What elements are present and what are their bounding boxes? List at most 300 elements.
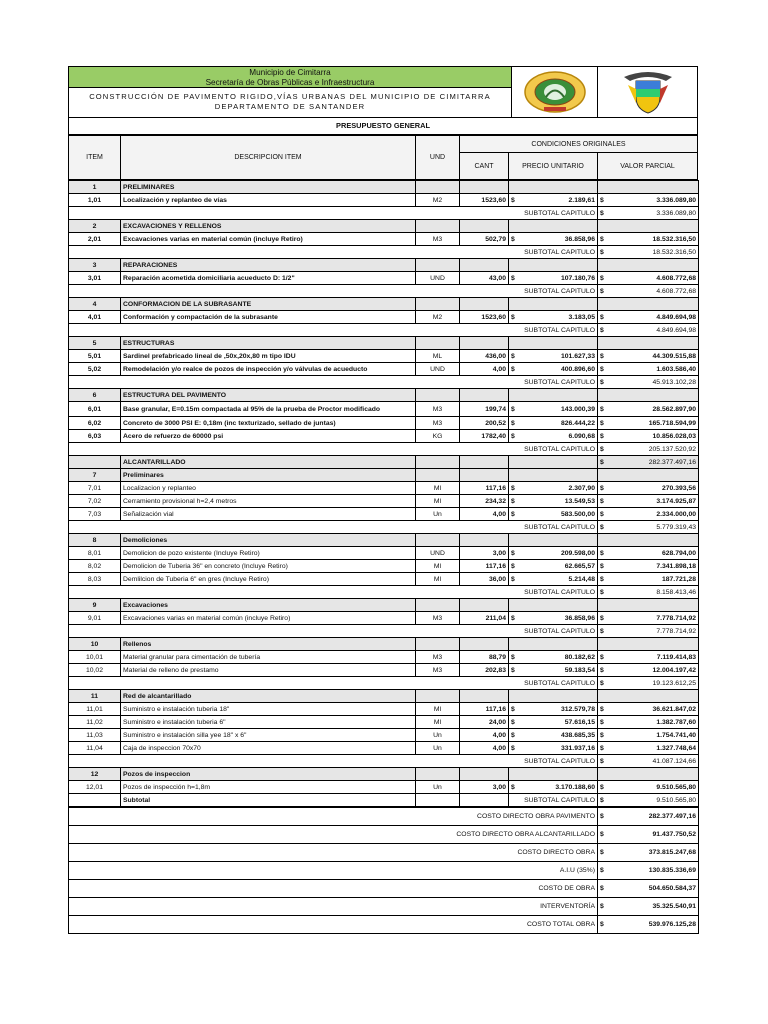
subtotal-label: SUBTOTAL CAPITULO — [460, 677, 598, 690]
item-row — [69, 573, 699, 586]
empty-cell — [509, 456, 598, 469]
item-quantity: 4,00 — [460, 363, 509, 376]
item-partial-value-value: 2.334.000,00 — [656, 510, 696, 518]
col-description: DESCRIPCION ITEM — [120, 135, 416, 180]
item-quantity: 36,00 — [460, 573, 509, 586]
item-quantity: 4,00 — [460, 742, 509, 755]
subtotal-value-value: 7.778.714,92 — [656, 627, 696, 635]
empty-cell — [460, 690, 509, 703]
item-unit-price-value: 826.444,22 — [560, 419, 595, 427]
item-unit: Ml — [416, 703, 460, 716]
item-unit-price-value: 6.090,68 — [568, 432, 595, 440]
subtotal-value — [598, 625, 699, 638]
currency-sign: $ — [511, 235, 515, 243]
item-row — [69, 508, 699, 521]
section-row — [69, 181, 699, 194]
subtotal-row — [69, 376, 699, 389]
item-row — [69, 482, 699, 495]
item-unit-price — [509, 430, 598, 443]
section-title: Rellenos — [121, 638, 416, 651]
item-unit-price — [509, 363, 598, 376]
summary-value — [598, 844, 699, 862]
item-partial-value — [598, 363, 699, 376]
subtotal-value-value: 4.849.694,98 — [656, 326, 696, 334]
item-partial-value-value: 28.562.897,90 — [652, 405, 696, 413]
item-partial-value-value: 4.608.772,68 — [656, 274, 696, 282]
currency-sign: $ — [600, 419, 604, 427]
empty-cell — [598, 337, 699, 350]
currency-sign: $ — [600, 196, 604, 204]
section-number: 11 — [69, 690, 121, 703]
item-number: 2,01 — [69, 233, 121, 246]
section-number: 7 — [69, 469, 121, 482]
colombia-coat-of-arms-icon — [598, 66, 698, 118]
municipality-name: Municipio de Cimitarra — [249, 68, 331, 77]
item-unit-price — [509, 547, 598, 560]
empty-cell — [416, 690, 460, 703]
subtotal-label: SUBTOTAL CAPITULO — [509, 794, 598, 807]
currency-sign: $ — [511, 549, 515, 557]
currency-sign: $ — [600, 287, 604, 295]
item-unit-price — [509, 729, 598, 742]
item-unit-price — [509, 194, 598, 207]
item-number: 3,01 — [69, 272, 121, 285]
summary-row — [69, 862, 699, 880]
empty-cell — [509, 298, 598, 311]
subtotal-label: SUBTOTAL CAPITULO — [460, 207, 598, 220]
currency-sign: $ — [600, 497, 604, 505]
section-row — [69, 337, 699, 350]
subtotal-value-value: 205.137.520,92 — [648, 445, 696, 453]
empty-cell — [460, 181, 509, 194]
item-row — [69, 495, 699, 508]
empty-cell — [509, 181, 598, 194]
currency-sign: $ — [600, 731, 604, 739]
summary-label: COSTO DE OBRA — [69, 880, 598, 898]
subtotal-label: SUBTOTAL CAPITULO — [460, 586, 598, 599]
item-row — [69, 612, 699, 625]
item-unit: Ml — [416, 495, 460, 508]
item-unit-price-value: 3.183,05 — [568, 313, 595, 321]
item-row — [69, 716, 699, 729]
item-partial-value — [598, 573, 699, 586]
item-quantity: 88,79 — [460, 651, 509, 664]
currency-sign: $ — [511, 653, 515, 661]
blank-cell — [69, 207, 460, 220]
item-partial-value — [598, 729, 699, 742]
item-description: Localizacion y replanteo — [121, 482, 416, 495]
item-unit: M3 — [416, 402, 460, 417]
empty-cell — [416, 389, 460, 402]
subtotal-value-value: 19.123.612,25 — [652, 679, 696, 687]
item-row — [69, 729, 699, 742]
item-quantity: 234,32 — [460, 495, 509, 508]
currency-sign: $ — [511, 196, 515, 204]
empty-cell — [598, 690, 699, 703]
item-unit-price — [509, 402, 598, 417]
item-unit: ML — [416, 350, 460, 363]
project-title: CONSTRUCCIÓN DE PAVIMENTO RIGIDO,VÍAS URBANAS DEL MUNICIPIO DE CIMITARRA DEPARTAMENTO DE SANTANDER — [68, 88, 512, 118]
item-partial-value-value: 18.532.316,50 — [652, 235, 696, 243]
item-row — [69, 272, 699, 285]
section-number: 3 — [69, 259, 121, 272]
section-title: ESTRUCTURAS — [121, 337, 416, 350]
summary-value-value: 91.437.750,52 — [652, 831, 696, 838]
budget-title: PRESUPUESTO GENERAL — [68, 118, 698, 135]
currency-sign: $ — [600, 757, 604, 765]
section-title: Red de alcantarillado — [121, 690, 416, 703]
currency-sign: $ — [600, 510, 604, 518]
item-unit-price-value: 57.616,15 — [564, 718, 595, 726]
item-unit-price-value: 143.000,39 — [560, 405, 595, 413]
currency-sign: $ — [600, 235, 604, 243]
subtotal-value-value: 3.336.089,80 — [656, 209, 696, 217]
currency-sign: $ — [600, 718, 604, 726]
item-partial-value — [598, 508, 699, 521]
item-unit-price-value: 2.307,90 — [568, 484, 595, 492]
item-number: 11,04 — [69, 742, 121, 755]
subtotal-row — [69, 324, 699, 337]
section-number: 5 — [69, 337, 121, 350]
subtotal-value — [598, 207, 699, 220]
item-unit-price-value: 36.858,96 — [564, 235, 595, 243]
currency-sign: $ — [511, 575, 515, 583]
item-description: Demlilcion de Tuberia 6" en gres (Incluye Retiro) — [121, 573, 416, 586]
item-partial-value — [598, 716, 699, 729]
item-unit: M3 — [416, 651, 460, 664]
summary-row — [69, 880, 699, 898]
item-partial-value — [598, 781, 699, 794]
item-unit-price — [509, 612, 598, 625]
empty-cell — [416, 638, 460, 651]
currency-sign: $ — [600, 627, 604, 635]
item-partial-value-value: 1.754.741,40 — [656, 731, 696, 739]
section-number: 6 — [69, 389, 121, 402]
blank-cell — [69, 677, 460, 690]
empty-cell — [460, 298, 509, 311]
item-row — [69, 311, 699, 324]
summary-row — [69, 844, 699, 862]
empty-cell — [460, 389, 509, 402]
item-unit-price — [509, 482, 598, 495]
currency-sign: $ — [511, 419, 515, 427]
blank-cell — [69, 586, 460, 599]
currency-sign: $ — [600, 209, 604, 217]
currency-sign: $ — [600, 405, 604, 413]
item-partial-value — [598, 417, 699, 430]
subtotal-label: SUBTOTAL CAPITULO — [460, 625, 598, 638]
empty-cell — [460, 638, 509, 651]
column-header — [68, 135, 698, 180]
section-title: Pozos de inspeccion — [121, 768, 416, 781]
item-unit: M3 — [416, 233, 460, 246]
item-partial-value-value: 3.174.925,87 — [656, 497, 696, 505]
currency-sign: $ — [600, 562, 604, 570]
item-unit-price — [509, 417, 598, 430]
item-row — [69, 350, 699, 363]
currency-sign: $ — [600, 588, 604, 596]
currency-sign: $ — [600, 849, 604, 856]
col-unit: UND — [415, 135, 460, 180]
item-description: Señalización vial — [121, 508, 416, 521]
empty-cell — [509, 638, 598, 651]
currency-sign: $ — [511, 510, 515, 518]
item-partial-value — [598, 430, 699, 443]
section-number: 1 — [69, 181, 121, 194]
item-unit-price-value: 80.182,62 — [564, 653, 595, 661]
subtotal-label: SUBTOTAL CAPITULO — [460, 755, 598, 768]
item-unit-price — [509, 560, 598, 573]
pavement-direct-cost-value: 282.377.497,16 — [648, 458, 696, 466]
subtotal-value-value: 9.510.565,80 — [656, 796, 696, 804]
item-partial-value-value: 10.856.028,03 — [652, 432, 696, 440]
empty-cell — [598, 534, 699, 547]
currency-sign: $ — [511, 783, 515, 791]
section-row — [69, 469, 699, 482]
empty-cell — [598, 469, 699, 482]
subtotal-value — [598, 586, 699, 599]
section-title: ESTRUCTURA DEL PAVIMENTO — [121, 389, 416, 402]
currency-sign: $ — [600, 458, 604, 466]
item-unit-price-value: 312.579,78 — [560, 705, 595, 713]
summary-row — [69, 898, 699, 916]
summary-value-value: 282.377.497,16 — [648, 813, 696, 820]
currency-sign: $ — [511, 718, 515, 726]
empty-cell — [598, 599, 699, 612]
item-number: 5,02 — [69, 363, 121, 376]
item-quantity: 24,00 — [460, 716, 509, 729]
item-description: Sardinel prefabricado lineal de ,50x,20x,80 m tipo IDU — [121, 350, 416, 363]
item-number: 11,03 — [69, 729, 121, 742]
item-unit: Ml — [416, 560, 460, 573]
empty-cell — [416, 181, 460, 194]
empty-cell — [416, 220, 460, 233]
item-unit: Un — [416, 729, 460, 742]
item-unit: M3 — [416, 417, 460, 430]
item-partial-value-value: 1.603.586,40 — [656, 365, 696, 373]
empty-cell — [509, 534, 598, 547]
currency-sign: $ — [600, 575, 604, 583]
item-partial-value-value: 7.778.714,92 — [656, 614, 696, 622]
subtotal-value-value: 4.608.772,68 — [656, 287, 696, 295]
subtotal-row — [69, 586, 699, 599]
item-partial-value — [598, 311, 699, 324]
summary-value — [598, 898, 699, 916]
item-partial-value — [598, 233, 699, 246]
blank-cell — [69, 246, 460, 259]
subtotal-value-value: 5.779.319,43 — [656, 523, 696, 531]
item-row — [69, 233, 699, 246]
item-description: Demolicion de pozo existente (Incluye Retiro) — [121, 547, 416, 560]
section-number: 10 — [69, 638, 121, 651]
summary-row — [69, 808, 699, 826]
empty-cell — [460, 456, 509, 469]
subtotal-row — [69, 677, 699, 690]
currency-sign: $ — [511, 365, 515, 373]
item-number: 8,02 — [69, 560, 121, 573]
currency-sign: $ — [600, 614, 604, 622]
item-number: 8,01 — [69, 547, 121, 560]
item-partial-value — [598, 560, 699, 573]
item-unit-price — [509, 742, 598, 755]
item-partial-value-value: 44.309.515,88 — [652, 352, 696, 360]
item-unit: KG — [416, 430, 460, 443]
subtotal-value — [598, 443, 699, 456]
empty-cell — [598, 389, 699, 402]
item-partial-value — [598, 651, 699, 664]
item-row — [69, 547, 699, 560]
currency-sign: $ — [600, 831, 604, 838]
item-partial-value — [598, 350, 699, 363]
item-quantity: 43,00 — [460, 272, 509, 285]
item-partial-value — [598, 703, 699, 716]
currency-sign: $ — [600, 666, 604, 674]
item-number: 7,03 — [69, 508, 121, 521]
item-number: 12,01 — [69, 781, 121, 794]
item-row — [69, 417, 699, 430]
currency-sign: $ — [600, 549, 604, 557]
currency-sign: $ — [600, 921, 604, 928]
blank-cell — [69, 443, 460, 456]
col-unit-price: PRECIO UNITARIO — [508, 152, 598, 180]
item-description: Caja de inspeccion 70x70 — [121, 742, 416, 755]
blank-cell — [69, 376, 460, 389]
currency-sign: $ — [511, 352, 515, 360]
section-number: 2 — [69, 220, 121, 233]
currency-sign: $ — [511, 432, 515, 440]
item-description: Concreto de 3000 PSI E: 0,18m (inc texturizado, sellado de juntas) — [121, 417, 416, 430]
item-quantity: 436,00 — [460, 350, 509, 363]
subtotal-row — [69, 285, 699, 298]
item-unit-price — [509, 311, 598, 324]
section-title: Demoliciones — [121, 534, 416, 547]
item-unit: M2 — [416, 311, 460, 324]
item-partial-value — [598, 194, 699, 207]
section-title: CONFORMACION DE LA SUBRASANTE — [121, 298, 416, 311]
item-quantity: 117,16 — [460, 482, 509, 495]
item-unit-price — [509, 508, 598, 521]
subtotal-value — [598, 285, 699, 298]
col-item: ITEM — [68, 135, 121, 180]
currency-sign: $ — [600, 653, 604, 661]
final-subtotal-row — [69, 794, 699, 807]
empty-cell — [416, 456, 460, 469]
currency-sign: $ — [600, 274, 604, 282]
subtotal-row — [69, 443, 699, 456]
subtotal-value — [598, 246, 699, 259]
item-description: Excavaciones varias en material común (incluye Retiro) — [121, 233, 416, 246]
empty-cell — [416, 768, 460, 781]
empty-cell — [598, 298, 699, 311]
item-unit: Un — [416, 508, 460, 521]
empty-cell — [460, 794, 509, 807]
currency-sign: $ — [511, 405, 515, 413]
empty-cell — [509, 389, 598, 402]
item-row — [69, 560, 699, 573]
item-description: Localización y replanteo de vías — [121, 194, 416, 207]
item-number: 10,02 — [69, 664, 121, 677]
item-partial-value — [598, 742, 699, 755]
section-row — [69, 298, 699, 311]
empty-cell — [598, 181, 699, 194]
subtotal-row — [69, 755, 699, 768]
item-unit: UND — [416, 272, 460, 285]
item-quantity: 1523,60 — [460, 194, 509, 207]
item-partial-value-value: 1.382.787,60 — [656, 718, 696, 726]
item-unit-price — [509, 233, 598, 246]
secretariat-name: Secretaría de Obras Públicas e Infraestructura — [205, 77, 375, 87]
currency-sign: $ — [600, 813, 604, 820]
subtotal-value — [598, 376, 699, 389]
section-row — [69, 534, 699, 547]
item-row — [69, 194, 699, 207]
budget-table — [68, 180, 699, 807]
item-number: 6,03 — [69, 430, 121, 443]
item-description: Reparación acometida domiciliaria acueducto D: 1/2" — [121, 272, 416, 285]
item-row — [69, 430, 699, 443]
item-unit-price-value: 331.937,16 — [560, 744, 595, 752]
item-partial-value-value: 165.718.594,99 — [648, 419, 696, 427]
section-number: 12 — [69, 768, 121, 781]
item-quantity: 199,74 — [460, 402, 509, 417]
section-row — [69, 690, 699, 703]
subtotal-label: SUBTOTAL CAPITULO — [460, 324, 598, 337]
item-partial-value-value: 7.119.414,83 — [656, 653, 696, 661]
currency-sign: $ — [600, 679, 604, 687]
summary-label: COSTO DIRECTO OBRA — [69, 844, 598, 862]
empty-cell — [460, 534, 509, 547]
empty-cell — [509, 469, 598, 482]
item-unit-price — [509, 781, 598, 794]
subtotal-row — [69, 207, 699, 220]
blank-cell — [69, 521, 460, 534]
item-partial-value — [598, 272, 699, 285]
summary-label: A.I.U (35%) — [69, 862, 598, 880]
section-title: PRELIMINARES — [121, 181, 416, 194]
section-title: Excavaciones — [121, 599, 416, 612]
subtotal-value — [598, 521, 699, 534]
currency-sign: $ — [600, 248, 604, 256]
currency-sign: $ — [600, 352, 604, 360]
item-unit-price-value: 438.685,35 — [560, 731, 595, 739]
item-partial-value-value: 3.336.089,80 — [656, 196, 696, 204]
municipality-seal-icon — [512, 66, 598, 118]
item-quantity: 502,79 — [460, 233, 509, 246]
currency-sign: $ — [511, 614, 515, 622]
item-description: Suministro e instalación tuberia 6" — [121, 716, 416, 729]
item-description: Excavaciones varias en material común (incluye Retiro) — [121, 612, 416, 625]
empty-cell — [598, 259, 699, 272]
item-partial-value-value: 9.510.565,80 — [656, 783, 696, 791]
item-number: 9,01 — [69, 612, 121, 625]
item-unit-price-value: 13.549,53 — [564, 497, 595, 505]
empty-cell — [69, 794, 121, 807]
currency-sign: $ — [511, 731, 515, 739]
item-description: Pozos de inspección h=1,8m — [121, 781, 416, 794]
empty-cell — [509, 259, 598, 272]
item-row — [69, 402, 699, 417]
currency-sign: $ — [600, 867, 604, 874]
item-quantity: 1782,40 — [460, 430, 509, 443]
empty-cell — [416, 794, 460, 807]
subtotal-row — [69, 521, 699, 534]
item-number: 8,03 — [69, 573, 121, 586]
summary-value — [598, 826, 699, 844]
empty-cell — [509, 768, 598, 781]
empty-cell — [416, 534, 460, 547]
municipality-header — [68, 66, 512, 88]
empty-cell — [598, 768, 699, 781]
